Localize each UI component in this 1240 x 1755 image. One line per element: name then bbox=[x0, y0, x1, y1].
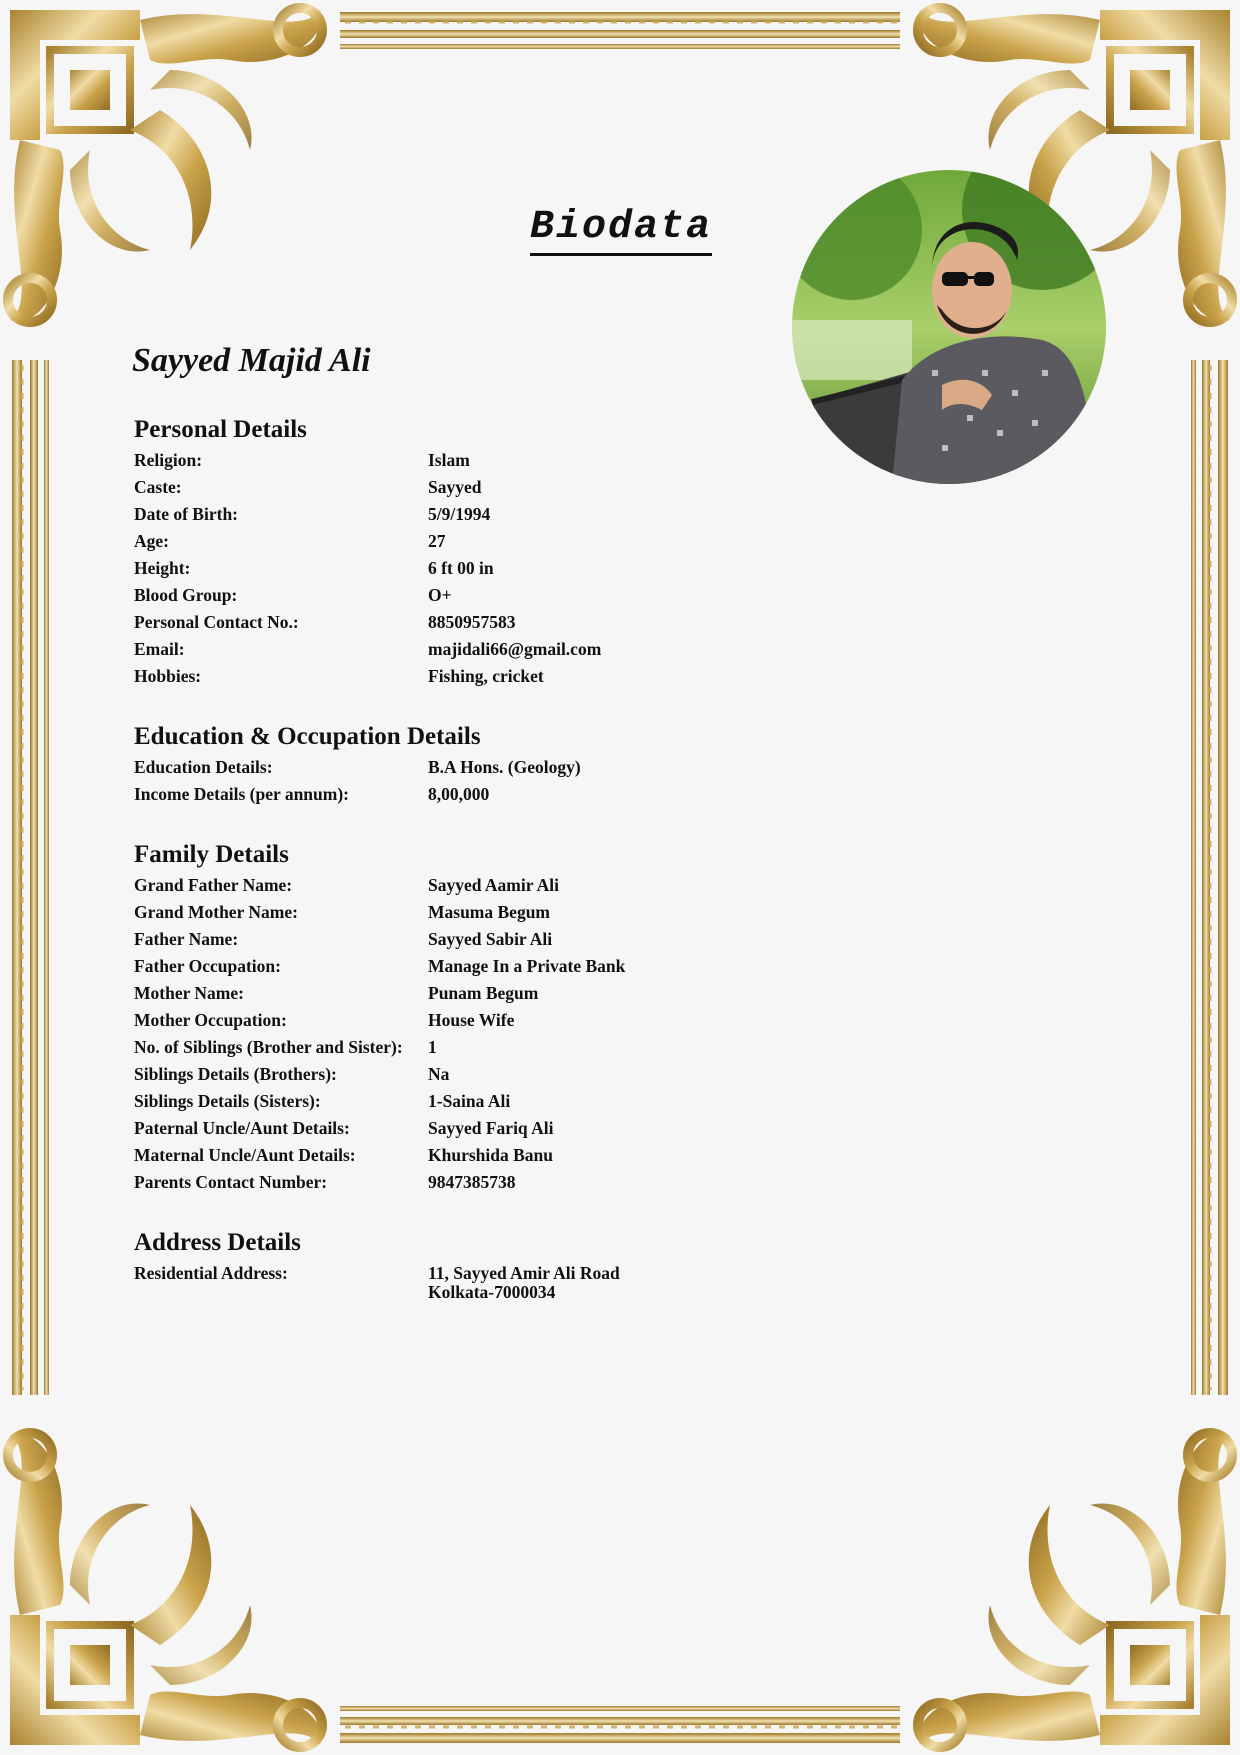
detail-value: Sayyed bbox=[428, 477, 482, 497]
detail-value: 6 ft 00 in bbox=[428, 558, 494, 578]
candidate-name: Sayyed Majid Ali bbox=[132, 342, 371, 379]
detail-row bbox=[134, 1146, 754, 1165]
email-value[interactable]: majidali66@gmail.com bbox=[428, 639, 602, 659]
detail-value: Manage In a Private Bank bbox=[428, 956, 626, 976]
section-title: Family Details bbox=[134, 841, 289, 868]
address-value: 11, Sayyed Amir Ali Road Kolkata-7000034 bbox=[428, 1263, 620, 1302]
detail-value: Fishing, cricket bbox=[428, 666, 544, 686]
detail-label: Caste: bbox=[134, 477, 182, 497]
detail-value: Masuma Begum bbox=[428, 902, 551, 922]
detail-row bbox=[134, 984, 754, 1003]
section-title: Education & Occupation Details bbox=[134, 723, 481, 750]
detail-label: Maternal Uncle/Aunt Details: bbox=[134, 1145, 356, 1165]
detail-value: Sayyed Fariq Ali bbox=[428, 1118, 554, 1138]
detail-label: Father Occupation: bbox=[134, 956, 281, 976]
detail-label: Grand Father Name: bbox=[134, 875, 293, 895]
detail-label: Residential Address: bbox=[134, 1263, 288, 1283]
detail-value: House Wife bbox=[428, 1010, 515, 1030]
detail-row bbox=[134, 532, 754, 551]
detail-value: Na bbox=[428, 1064, 450, 1084]
details-content bbox=[134, 413, 754, 1336]
detail-row bbox=[134, 785, 754, 804]
detail-label: Date of Birth: bbox=[134, 504, 239, 524]
detail-row bbox=[134, 667, 754, 686]
detail-row bbox=[134, 758, 754, 777]
detail-label: Parents Contact Number: bbox=[134, 1172, 328, 1192]
detail-row bbox=[134, 586, 754, 605]
education-occupation-section bbox=[134, 720, 754, 804]
document-title: Biodata bbox=[530, 205, 712, 256]
detail-label: Email: bbox=[134, 639, 185, 659]
address-details-section bbox=[134, 1226, 754, 1302]
detail-value: 9847385738 bbox=[428, 1172, 516, 1192]
detail-row bbox=[134, 1173, 754, 1192]
detail-row bbox=[134, 876, 754, 895]
detail-row bbox=[134, 1065, 754, 1084]
detail-row bbox=[134, 1264, 754, 1302]
detail-label: No. of Siblings (Brother and Sister): bbox=[134, 1037, 403, 1057]
detail-row bbox=[134, 451, 754, 470]
detail-value: 1 bbox=[428, 1037, 437, 1057]
detail-value: B.A Hons. (Geology) bbox=[428, 757, 581, 777]
profile-photo bbox=[792, 170, 1106, 484]
detail-label: Siblings Details (Sisters): bbox=[134, 1091, 321, 1111]
detail-value: 1-Saina Ali bbox=[428, 1091, 511, 1111]
detail-row bbox=[134, 1119, 754, 1138]
detail-label: Personal Contact No.: bbox=[134, 612, 299, 632]
detail-value: Punam Begum bbox=[428, 983, 539, 1003]
detail-label: Blood Group: bbox=[134, 585, 238, 605]
detail-row bbox=[134, 559, 754, 578]
detail-label: Father Name: bbox=[134, 929, 239, 949]
detail-label: Paternal Uncle/Aunt Details: bbox=[134, 1118, 350, 1138]
detail-label: Siblings Details (Brothers): bbox=[134, 1064, 337, 1084]
detail-value: Sayyed Aamir Ali bbox=[428, 875, 559, 895]
detail-row bbox=[134, 505, 754, 524]
section-title: Address Details bbox=[134, 1229, 301, 1256]
detail-row bbox=[134, 613, 754, 632]
detail-value: O+ bbox=[428, 585, 452, 605]
detail-row bbox=[134, 1011, 754, 1030]
detail-value: Khurshida Banu bbox=[428, 1145, 553, 1165]
detail-row bbox=[134, 903, 754, 922]
detail-value: 5/9/1994 bbox=[428, 504, 491, 524]
detail-value: 8850957583 bbox=[428, 612, 516, 632]
detail-label: Mother Occupation: bbox=[134, 1010, 287, 1030]
detail-value: Islam bbox=[428, 450, 470, 470]
personal-details-section bbox=[134, 413, 754, 686]
detail-value: Sayyed Sabir Ali bbox=[428, 929, 553, 949]
detail-label: Mother Name: bbox=[134, 983, 244, 1003]
detail-label: Height: bbox=[134, 558, 191, 578]
section-title: Personal Details bbox=[134, 416, 307, 443]
family-details-section bbox=[134, 838, 754, 1192]
detail-row bbox=[134, 478, 754, 497]
detail-label: Religion: bbox=[134, 450, 203, 470]
detail-label: Education Details: bbox=[134, 757, 273, 777]
detail-label: Income Details (per annum): bbox=[134, 784, 350, 804]
detail-row bbox=[134, 1092, 754, 1111]
detail-value: 27 bbox=[428, 531, 446, 551]
detail-row bbox=[134, 640, 754, 659]
detail-label: Age: bbox=[134, 531, 169, 551]
detail-value: 8,00,000 bbox=[428, 784, 490, 804]
detail-row bbox=[134, 957, 754, 976]
detail-row bbox=[134, 1038, 754, 1057]
detail-row bbox=[134, 930, 754, 949]
detail-label: Grand Mother Name: bbox=[134, 902, 298, 922]
detail-label: Hobbies: bbox=[134, 666, 202, 686]
